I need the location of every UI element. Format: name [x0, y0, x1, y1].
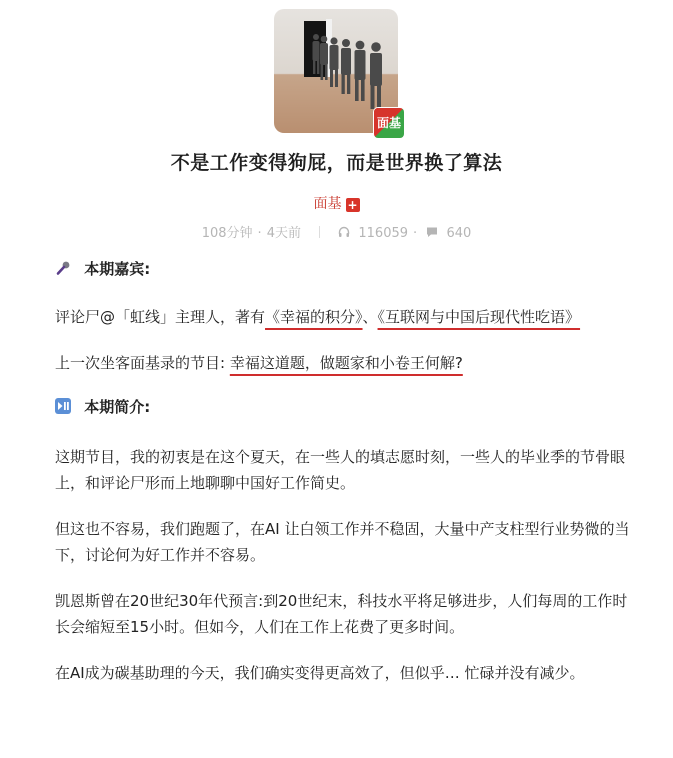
- comment-icon[interactable]: [426, 226, 442, 241]
- intro-heading-text: 本期简介:: [84, 398, 151, 416]
- intro-paragraph: 但这也不容易，我们跑题了，在AI 让白领工作并不稳固，大量中产支柱型行业势微的当下，讨论何为好工作并不容易。: [55, 520, 630, 564]
- show-notes: [55, 256, 630, 686]
- episode-cover[interactable]: [274, 9, 401, 133]
- episode-age: 4天前: [266, 226, 301, 241]
- play-count: 116059: [358, 226, 409, 241]
- walking-figure: [355, 41, 366, 101]
- meta-divider: [319, 226, 320, 238]
- book-link-2[interactable]: 《互联网与中国后现代性吃语》: [377, 308, 581, 326]
- guest-heading: [55, 256, 630, 286]
- previous-episode-line: [55, 350, 630, 376]
- intro-paragraph: 在AI成为碳基助理的今天，我们确实变得更高效了，但似乎… 忙碌并没有减少。: [55, 664, 585, 682]
- microphone-icon: [55, 260, 76, 278]
- play-pause-icon: [55, 398, 76, 416]
- podcast-author-link[interactable]: [0, 193, 673, 213]
- podcast-badge-text: 面基: [376, 116, 401, 130]
- subscribe-plus-icon[interactable]: +: [347, 198, 358, 212]
- previous-episode-link[interactable]: 幸福这道题，做题家和小卷王何解?: [229, 354, 463, 372]
- walking-figure: [341, 39, 351, 94]
- episode-title: 不是工作变得狗屁，而是世界换了算法: [170, 152, 503, 174]
- book-separator: 、: [362, 308, 378, 326]
- guest-heading-text: 本期嘉宾:: [84, 260, 151, 278]
- meta-dot: ·: [413, 226, 418, 241]
- intro-heading: [55, 394, 630, 424]
- meta-dot: ·: [257, 226, 262, 241]
- comment-count[interactable]: 640: [446, 226, 472, 241]
- intro-paragraph: 凯恩斯曾在20世纪30年代预言:到20世纪末，科技水平将足够进步，人们每周的工作时长会缩短至15小时。但如今，人们在工作上花费了更多时间。: [55, 592, 628, 636]
- book-link-1[interactable]: 《幸福的积分》: [265, 308, 363, 326]
- episode-meta: [0, 222, 673, 241]
- walking-figure: [370, 42, 382, 109]
- episode-duration: 108分钟: [201, 226, 253, 241]
- podcast-badge: [374, 108, 404, 138]
- guest-intro-text: 评论尸@「虹线」主理人，著有: [55, 308, 266, 326]
- guest-intro: [55, 304, 630, 330]
- previous-episode-prefix: 上一次坐客面基录的节目:: [55, 354, 230, 372]
- podcast-author-name[interactable]: 面基: [313, 196, 342, 212]
- intro-paragraph: 这期节目，我的初衷是在这个夏天，在一些人的填志愿时刻，一些人的毕业季的节骨眼上，和评论尸形而上地聊聊中国好工作简史。: [55, 448, 626, 492]
- headphones-icon: [338, 226, 354, 241]
